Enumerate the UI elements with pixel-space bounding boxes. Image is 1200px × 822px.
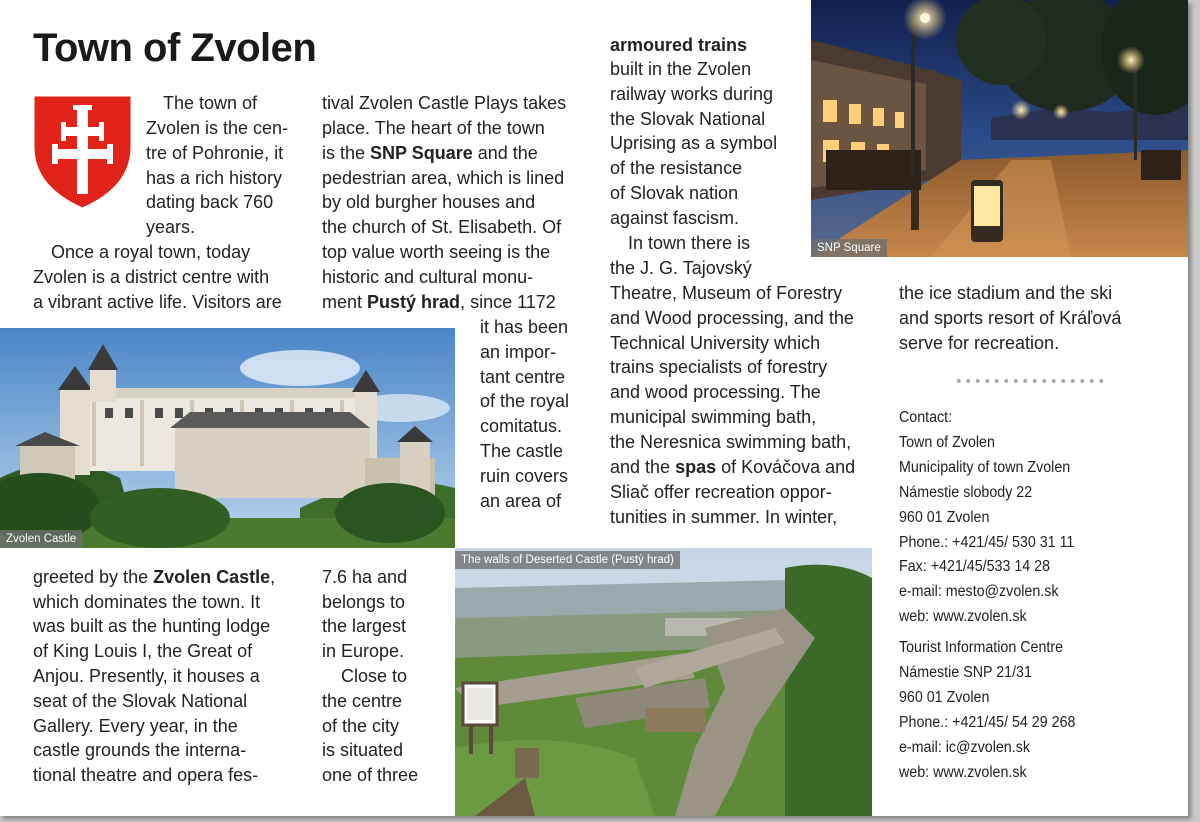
col4-line-1: the ice stadium and the ski bbox=[899, 283, 1113, 303]
col2-line-7: top value worth seeing is the bbox=[322, 242, 551, 262]
snp-square-caption: SNP Square bbox=[811, 239, 887, 257]
col3-line-7: of Slovak nation bbox=[610, 183, 739, 203]
deserted-castle-photo bbox=[455, 548, 872, 816]
zvolen-castle-caption: Zvolen Castle bbox=[0, 530, 82, 548]
col1-line-4: has a rich history bbox=[146, 168, 283, 188]
col1-line-8: Zvolen is a district centre with bbox=[33, 267, 270, 287]
col3-wide-line-4: trains specialists of forestry bbox=[610, 357, 828, 377]
col2-bottom-line-8: is situated bbox=[322, 740, 404, 760]
col3-line-4: the Slovak National bbox=[610, 109, 766, 129]
col2-line-5: by old burgher houses and bbox=[322, 192, 536, 212]
col3-line-1: armoured trains bbox=[610, 35, 748, 55]
col1-bottom-line-6: seat of the Slovak National bbox=[33, 691, 248, 711]
col1-bottom-line-3: was built as the hunting lodge bbox=[33, 616, 271, 636]
col2-narrow-line-6: The castle bbox=[480, 441, 564, 461]
text-run: and the bbox=[472, 143, 538, 163]
col3-line-3: railway works during bbox=[610, 84, 774, 104]
col3-line-5: Uprising as a symbol bbox=[610, 133, 778, 153]
col2-bottom-line-4: in Europe. bbox=[322, 641, 405, 661]
col2-bottom-line-1: 7.6 ha and bbox=[322, 567, 408, 587]
col2-bottom-line-6: the centre bbox=[322, 691, 403, 711]
col1-bottom-line-2: which dominates the town. It bbox=[33, 592, 261, 612]
contact-org2-address2: 960 01 Zvolen bbox=[899, 689, 990, 706]
col2-line-2: place. The heart of the town bbox=[322, 118, 545, 138]
text-run: , bbox=[270, 567, 276, 587]
col1-line-3: tre of Pohronie, it bbox=[146, 143, 284, 163]
col2-bottom-line-7: of the city bbox=[322, 716, 400, 736]
col1-bottom-line-7: Gallery. Every year, in the bbox=[33, 716, 238, 736]
page-title: Town of Zvolen bbox=[33, 26, 317, 70]
spas-bold: spas bbox=[675, 457, 717, 477]
zvolen-castle-bold: Zvolen Castle bbox=[153, 567, 271, 587]
contact-org1-address2: 960 01 Zvolen bbox=[899, 509, 990, 526]
contact-org2-phone: Phone.: +421/45/ 54 29 268 bbox=[899, 714, 1076, 731]
col1-line-7: Once a royal town, today bbox=[51, 242, 251, 262]
col2-bottom-line-9: one of three bbox=[322, 765, 419, 785]
col3-wide-line-2: and Wood processing, and the bbox=[610, 308, 854, 328]
col2-narrow-line-2: an impor- bbox=[480, 342, 557, 362]
col3-wide-line-9: Sliač offer recreation oppor- bbox=[610, 482, 832, 502]
col2-line-9 bbox=[322, 290, 556, 315]
col2-line-8: historic and cultural monu- bbox=[322, 267, 534, 287]
snp-square-image bbox=[811, 0, 1188, 257]
contact-org1-phone: Phone.: +421/45/ 530 31 11 bbox=[899, 534, 1075, 551]
col3-wide-line-6: municipal swimming bath, bbox=[610, 407, 817, 427]
col2-narrow-line-5: comitatus. bbox=[480, 416, 563, 436]
text-run: of Kováčova and bbox=[716, 457, 856, 477]
col3-line-6: of the resistance bbox=[610, 158, 743, 178]
col2-line-3 bbox=[322, 141, 538, 166]
col1-line-6: years. bbox=[146, 217, 196, 237]
col1-bottom-line-8: castle grounds the interna- bbox=[33, 740, 247, 760]
contact-org2-address1: Námestie SNP 21/31 bbox=[899, 664, 1032, 681]
col3-line-2: built in the Zvolen bbox=[610, 59, 752, 79]
col2-line-4: pedestrian area, which is lined bbox=[322, 168, 565, 188]
col3-line-9: In town there is bbox=[628, 233, 751, 253]
col2-narrow-line-3: tant centre bbox=[480, 367, 566, 387]
col1-line-1: The town of bbox=[163, 93, 258, 113]
pusty-hrad-bold: Pustý hrad bbox=[367, 292, 461, 312]
col3-line-8: against fascism. bbox=[610, 208, 740, 228]
col4-line-3: serve for recreation. bbox=[899, 333, 1060, 353]
col1-bottom-line-4: of King Louis I, the Great of bbox=[33, 641, 253, 661]
col3-wide-line-5: and wood processing. The bbox=[610, 382, 821, 402]
col1-bottom-line-9: tional theatre and opera fes- bbox=[33, 765, 259, 785]
contact-org1-fax: Fax: +421/45/533 14 28 bbox=[899, 558, 1051, 575]
col2-bottom-line-2: belongs to bbox=[322, 592, 406, 612]
col3-wide-line-7: the Neresnica swimming bath, bbox=[610, 432, 852, 452]
snp-square-bold: SNP Square bbox=[370, 143, 473, 163]
col1-line-5: dating back 760 bbox=[146, 192, 274, 212]
zvolen-castle-photo bbox=[0, 328, 455, 548]
zvolen-castle-image bbox=[0, 328, 455, 548]
deserted-castle-caption: The walls of Deserted Castle (Pustý hrad) bbox=[455, 551, 680, 569]
deserted-castle-image bbox=[455, 548, 872, 816]
col2-line-6: the church of St. Elisabeth. Of bbox=[322, 217, 562, 237]
col3-wide-line-8 bbox=[610, 455, 855, 480]
contact-org1-sub: Municipality of town Zvolen bbox=[899, 459, 1071, 476]
col4-line-2: and sports resort of Kráľová bbox=[899, 308, 1122, 328]
col3-wide-line-1: Theatre, Museum of Forestry bbox=[610, 283, 843, 303]
col1-bottom-line-5: Anjou. Presently, it houses a bbox=[33, 666, 260, 686]
col2-bottom-line-3: the largest bbox=[322, 616, 407, 636]
col2-narrow-line-8: an area of bbox=[480, 491, 562, 511]
col3-wide-line-3: Technical University which bbox=[610, 333, 821, 353]
contact-org2-name: Tourist Information Centre bbox=[899, 639, 1064, 656]
col3-line-10: the J. G. Tajovský bbox=[610, 258, 752, 278]
contact-org1-address1: Námestie slobody 22 bbox=[899, 484, 1033, 501]
col2-narrow-line-1: it has been bbox=[480, 317, 569, 337]
contact-heading: Contact: bbox=[899, 409, 953, 426]
col3-wide-line-10: tunities in summer. In winter, bbox=[610, 507, 838, 527]
col2-line-1: tival Zvolen Castle Plays takes bbox=[322, 93, 567, 113]
contact-org2-email[interactable]: e-mail: ic@zvolen.sk bbox=[899, 739, 1030, 756]
col2-bottom-line-5: Close to bbox=[341, 666, 408, 686]
contact-org2-web[interactable]: web: www.zvolen.sk bbox=[899, 764, 1027, 781]
text-run: ment bbox=[322, 292, 368, 312]
snp-square-photo bbox=[811, 0, 1188, 257]
col1-line-9: a vibrant active life. Visitors are bbox=[33, 292, 282, 312]
col2-narrow-line-4: of the royal bbox=[480, 391, 570, 411]
contact-org1-email[interactable]: e-mail: mesto@zvolen.sk bbox=[899, 583, 1059, 600]
col1-line-2: Zvolen is the cen- bbox=[146, 118, 289, 138]
col1-bottom-line-1 bbox=[33, 565, 275, 590]
text-run: greeted by the bbox=[33, 567, 154, 587]
contact-org1-name: Town of Zvolen bbox=[899, 434, 995, 451]
coat-of-arms-icon bbox=[33, 95, 132, 210]
dotted-divider bbox=[954, 377, 1106, 385]
text-run: and the bbox=[610, 457, 676, 477]
col2-narrow-line-7: ruin covers bbox=[480, 466, 569, 486]
contact-org1-web[interactable]: web: www.zvolen.sk bbox=[899, 608, 1027, 625]
text-run: is the bbox=[322, 143, 371, 163]
text-run: , since 1172 bbox=[460, 292, 556, 312]
